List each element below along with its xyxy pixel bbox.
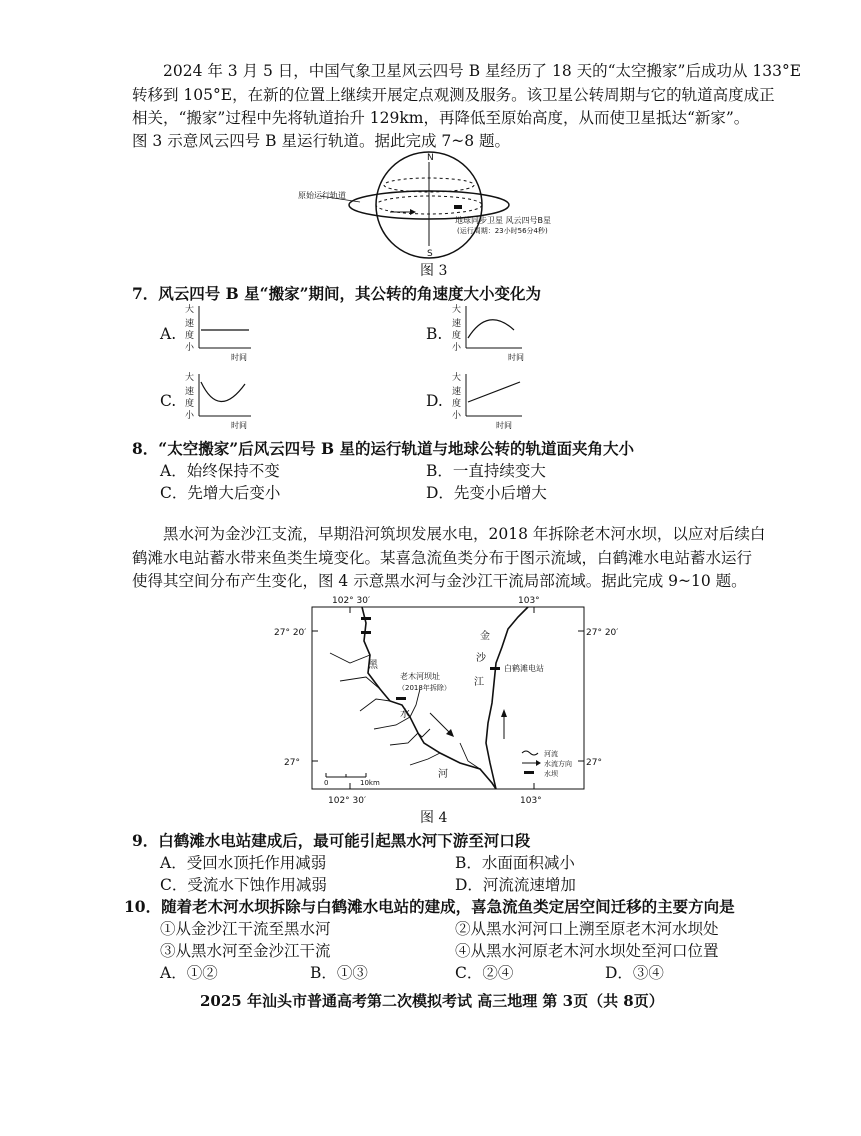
q7-stem: 7．风云四号 B 星“搬家”期间，其公转的角速度大小变化为	[132, 284, 542, 303]
svg-text:时间: 时间	[508, 353, 524, 362]
lon-right-bottom: 103°	[520, 796, 542, 806]
north-label: N	[427, 153, 434, 163]
river-char-jiang: 江	[474, 677, 484, 688]
q8-stem: 8．“太空搬家”后风云四号 B 星的运行轨道与地球公转的轨道面夹角大小	[132, 439, 635, 458]
legend-river: 河流	[544, 750, 558, 758]
dam-marker-baihetan	[490, 667, 500, 670]
q10-option-d: D．③④	[605, 964, 664, 982]
figure-3-caption: 图 3	[420, 263, 448, 279]
figure-4-map	[270, 593, 640, 808]
page-footer: 2025 年汕头市普通高考第二次模拟考试 高三地理 第 3页（共 8页）	[200, 992, 664, 1010]
figure-4-caption: 图 4	[420, 810, 448, 826]
figure-3-orbit-diagram	[290, 150, 590, 260]
svg-text:度: 度	[185, 331, 195, 341]
q10-item-2: ②从黑水河河口上溯至原老木河水坝处	[455, 920, 719, 938]
q10-option-a: A．①②	[160, 964, 218, 982]
q9-stem: 9．白鹤滩水电站建成后，最可能引起黑水河下游至河口段	[132, 831, 531, 850]
svg-text:小: 小	[185, 411, 195, 421]
dam-marker-2	[361, 631, 371, 634]
svg-text:速: 速	[185, 387, 195, 397]
svg-text:度: 度	[185, 399, 195, 409]
river-char-he: 河	[438, 769, 448, 780]
q7-graph-a	[185, 300, 265, 362]
q7-option-a-label: A.	[160, 325, 177, 343]
lat-top-right: 27° 20′	[586, 628, 619, 638]
svg-text:大: 大	[185, 305, 195, 315]
river-char-hei: 黑	[368, 660, 378, 671]
q7-option-b-label: B.	[426, 325, 443, 343]
legend-dam: 水坝	[544, 770, 558, 778]
intro1-line1: 2024 年 3 月 5 日，中国气象卫星风云四号 B 星经历了 18 天的“太空搬家”后成功从 133°E	[163, 62, 802, 80]
lon-right-top: 103°	[518, 596, 540, 606]
svg-text:时间: 时间	[231, 421, 247, 430]
q7-graph-b	[452, 300, 537, 362]
intro1-line4: 图 3 示意风云四号 B 星运行轨道。据此完成 7~8 题。	[132, 132, 511, 150]
q7-option-c-label: C.	[160, 392, 177, 410]
q7-option-d-label: D.	[426, 392, 443, 410]
svg-text:小: 小	[452, 411, 462, 421]
legend-flow: 水流方向	[544, 760, 572, 768]
satellite-label: 地球同步卫星 风云四号B星	[455, 216, 552, 225]
satellite-marker	[454, 205, 462, 209]
svg-text:速: 速	[452, 387, 462, 397]
intro2-line1: 黑水河为金沙江支流，早期沿河筑坝发展水电，2018 年拆除老木河水坝，以应对后续白	[163, 525, 766, 543]
dam-marker-1	[361, 617, 371, 620]
svg-text:度: 度	[452, 399, 462, 409]
svg-text:时间: 时间	[496, 421, 512, 430]
orbit-label: 原始运行轨道	[298, 191, 346, 200]
q8-option-d: D．先变小后增大	[426, 484, 547, 502]
dam-marker-laomuhe	[396, 697, 406, 700]
q10-option-b: B．①③	[310, 964, 368, 982]
intro2-line3: 使得其空间分布产生变化，图 4 示意黑水河与金沙江干流局部流域。据此完成 9~10 题。	[132, 572, 747, 590]
svg-text:小: 小	[452, 343, 462, 353]
svg-text:度: 度	[452, 331, 462, 341]
river-char-shui: 水	[400, 709, 410, 720]
dam-label: 老木河坝址	[400, 672, 440, 681]
q8-option-b: B．一直持续变大	[426, 462, 546, 480]
lat-top-left: 27° 20′	[274, 628, 307, 638]
intro1-line3: 相关，“搬家”过程中先将轨道抬升 129km，再降低至原始高度，从而使卫星抵达“新家”。	[132, 109, 750, 127]
q10-item-1: ①从金沙江干流至黑水河	[160, 920, 331, 938]
svg-text:速: 速	[452, 319, 462, 329]
svg-text:时间: 时间	[231, 353, 247, 362]
q10-item-3: ③从黑水河至金沙江干流	[160, 942, 331, 960]
river-char-jin: 金	[480, 631, 490, 642]
intro2-line2: 鹤滩水电站蓄水带来鱼类生境变化。某喜急流鱼类分布于图示流域，白鹤滩水电站蓄水运行	[132, 549, 753, 567]
svg-text:大: 大	[452, 373, 462, 383]
q8-option-c: C．先增大后变小	[160, 484, 281, 502]
station-label: 白鹤滩电站	[504, 664, 544, 673]
period-label: (运行周期：23小时56分4秒)	[457, 227, 548, 235]
q10-item-4: ④从黑水河原老木河水坝处至河口位置	[455, 942, 719, 960]
q10-option-c: C．②④	[455, 964, 514, 982]
lat-bottom-right: 27°	[586, 758, 602, 768]
q9-option-b: B．水面面积减小	[455, 854, 575, 872]
lat-bottom-left: 27°	[284, 758, 300, 768]
svg-text:0: 0	[324, 779, 329, 787]
q7-graph-d	[452, 368, 537, 430]
q7-graph-c	[185, 368, 265, 430]
svg-text:10km: 10km	[360, 779, 380, 787]
q8-option-a: A．始终保持不变	[160, 462, 280, 480]
lon-left-bottom: 102° 30′	[328, 796, 367, 806]
q9-option-c: C．受流水下蚀作用减弱	[160, 876, 327, 894]
south-label: S	[427, 249, 433, 259]
svg-text:速: 速	[185, 319, 195, 329]
lon-left-top: 102° 30′	[332, 596, 371, 606]
q9-option-a: A．受回水顶托作用减弱	[160, 854, 327, 872]
dam-year-label: （2018年拆除）	[398, 684, 451, 692]
intro1-line2: 转移到 105°E，在新的位置上继续开展定点观测及服务。该卫星公转周期与它的轨道高度成正	[132, 86, 775, 104]
svg-text:小: 小	[185, 343, 195, 353]
q9-option-d: D．河流流速增加	[455, 876, 576, 894]
q10-stem: 10．随着老木河水坝拆除与白鹤滩水电站的建成，喜急流鱼类定居空间迁移的主要方向是	[124, 897, 735, 916]
svg-text:大: 大	[452, 305, 462, 315]
svg-text:大: 大	[185, 373, 195, 383]
river-char-sha: 沙	[476, 653, 486, 664]
